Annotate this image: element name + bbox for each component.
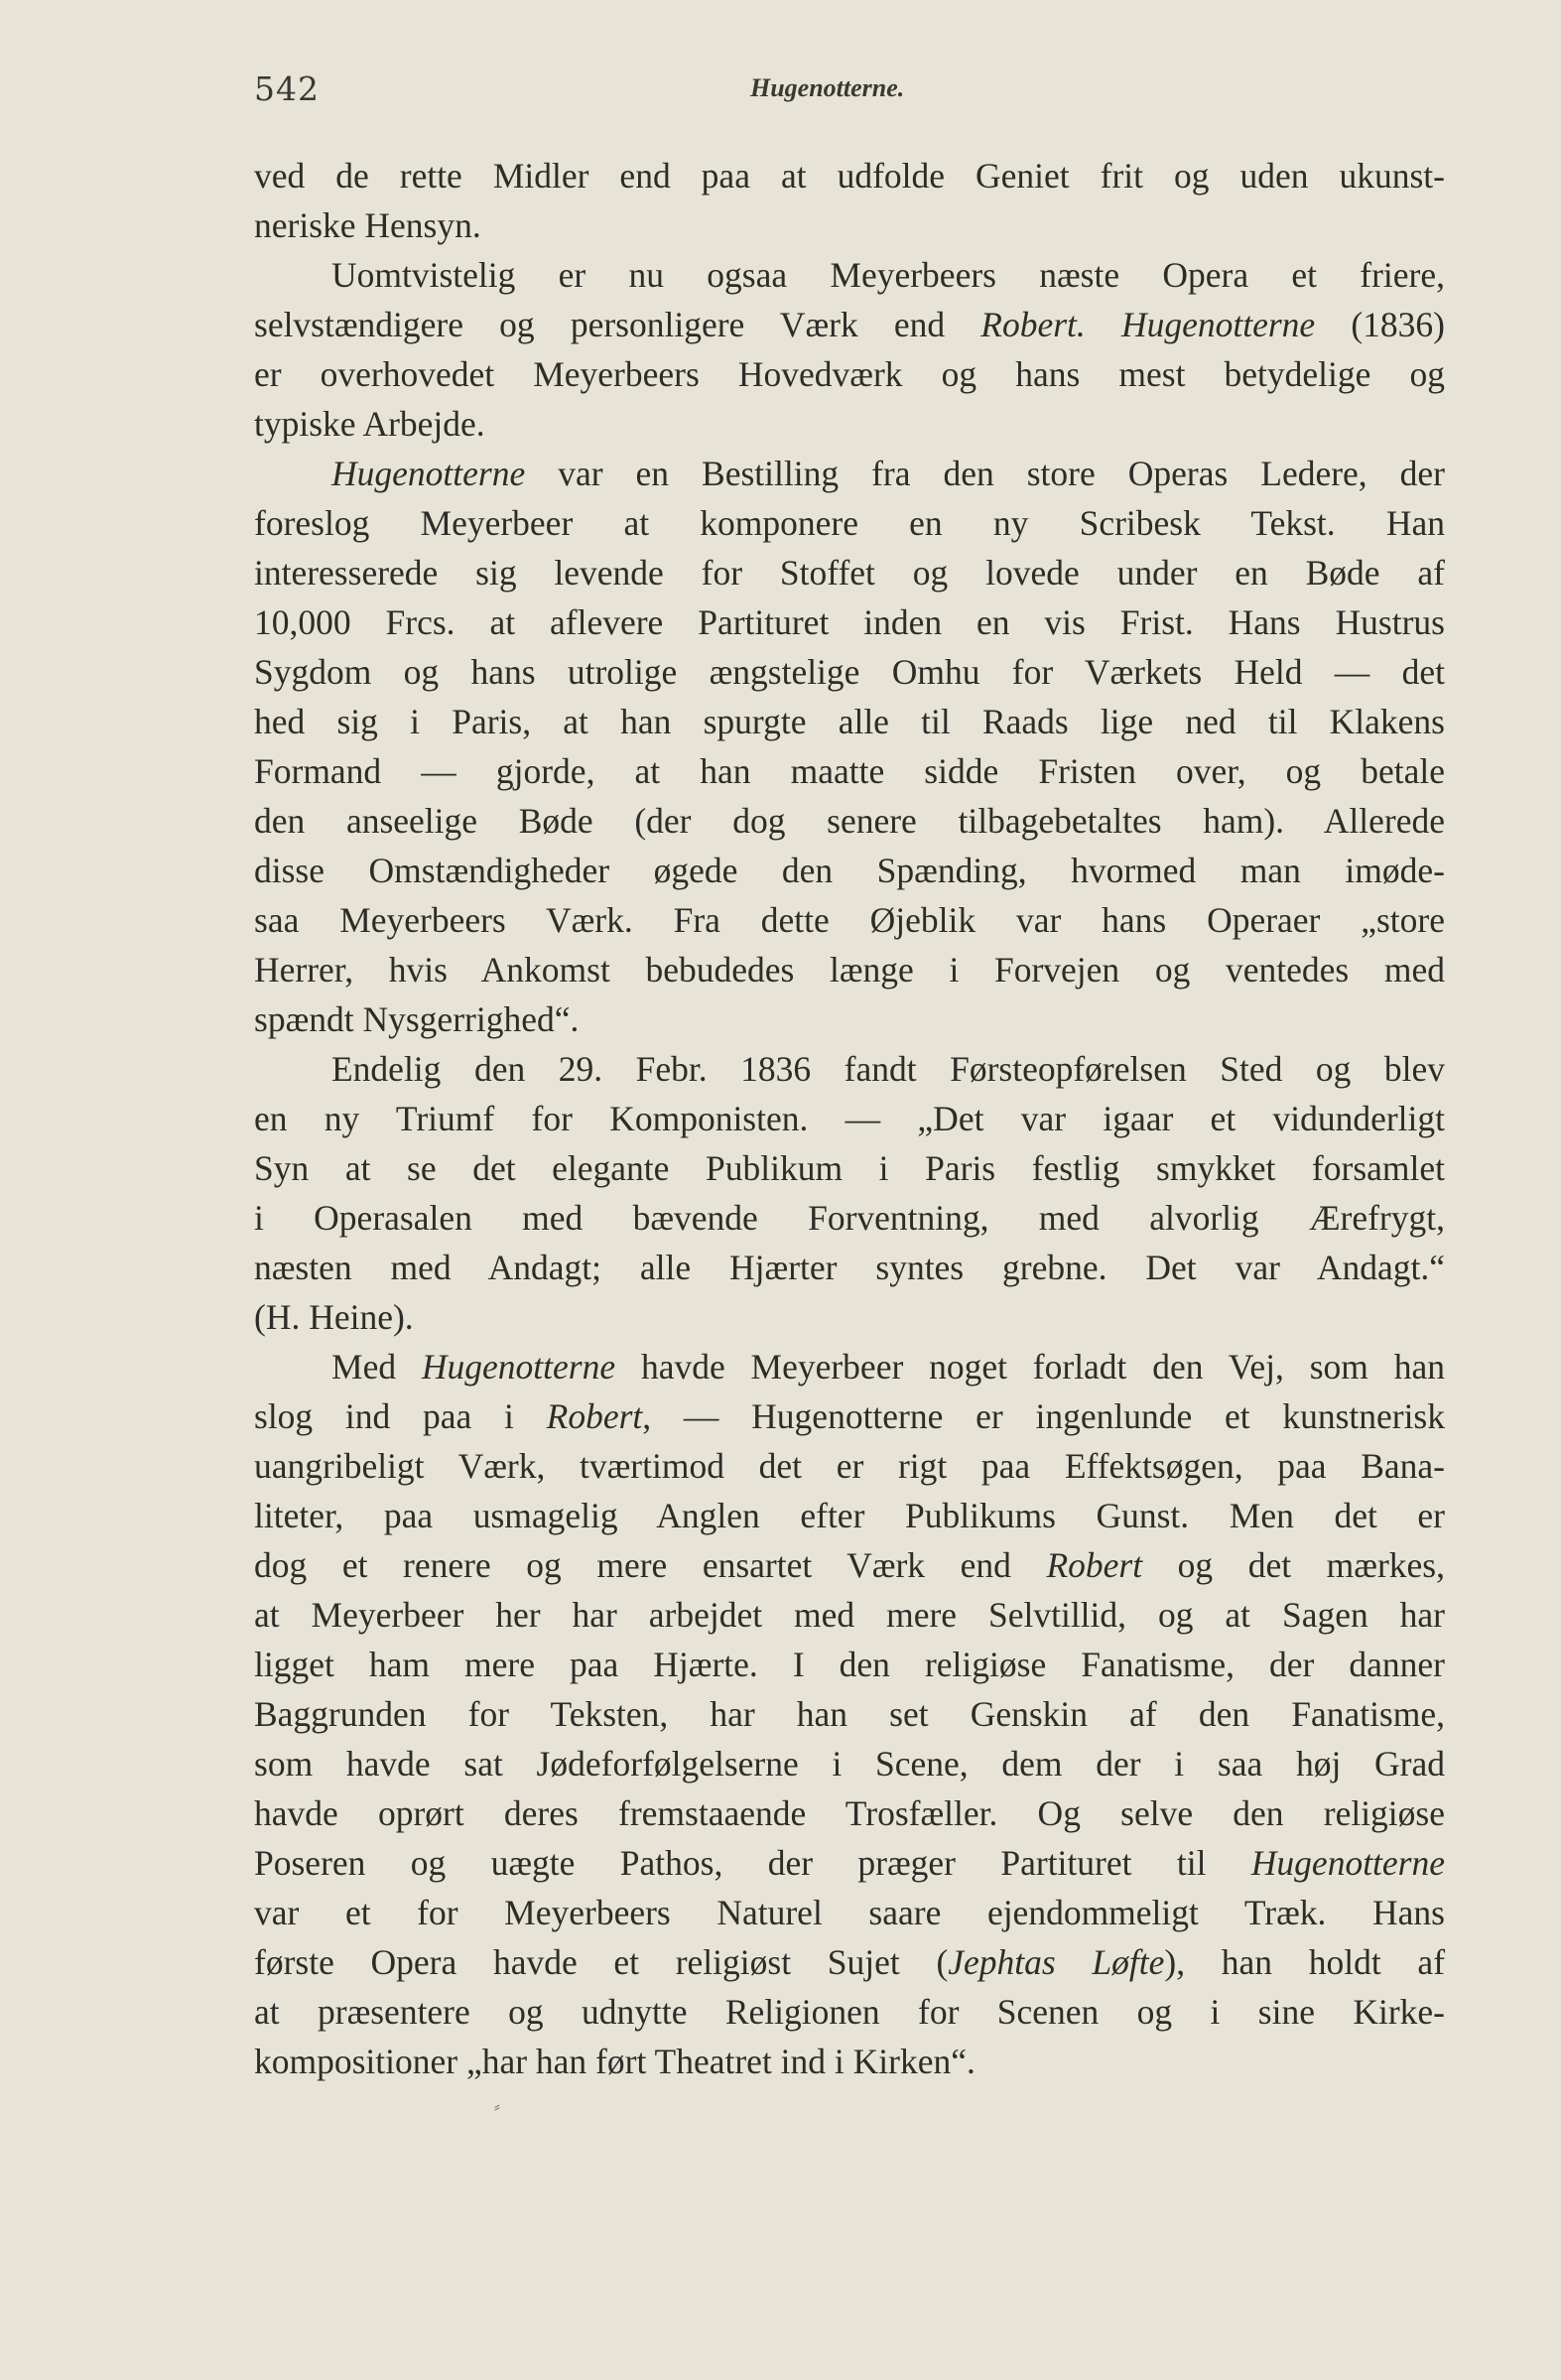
text-span: Sygdom og hans utrolige ængstelige Omhu for Værkets Held — det bbox=[254, 652, 1445, 692]
text-span: hed sig i Paris, at han spurgte alle til Raads lige ned til Klakens bbox=[254, 702, 1445, 741]
text-span: kompositioner „har han ført Theatret ind i Kirken“. bbox=[254, 2042, 976, 2081]
text-span: Herrer, hvis Ankomst bebudedes længe i Forvejen og ventedes med bbox=[254, 950, 1445, 990]
text-line bbox=[254, 1243, 1445, 1292]
italic-title: Hugenotterne bbox=[421, 1347, 616, 1387]
text-line bbox=[254, 746, 1445, 796]
text-line bbox=[254, 200, 1445, 250]
text-line bbox=[254, 1391, 1445, 1441]
text-line bbox=[254, 1193, 1445, 1243]
text-line bbox=[254, 250, 1445, 300]
text-span: ), han holdt af bbox=[1164, 1942, 1446, 1982]
text-line bbox=[254, 1888, 1445, 1937]
text-span: typiske Arbejde. bbox=[254, 404, 485, 444]
text-line bbox=[254, 846, 1445, 895]
text-line bbox=[254, 349, 1445, 399]
ink-mark: ⸗ bbox=[494, 2096, 500, 2117]
text-span: Med bbox=[331, 1347, 422, 1387]
text-span: selvstændigere og personligere Værk end bbox=[254, 305, 981, 344]
text-line bbox=[254, 1491, 1445, 1540]
text-span: som havde sat Jødeforfølgelserne i Scene, dem der i saa høj Grad bbox=[254, 1744, 1445, 1784]
text-span: den anseelige Bøde (der dog senere tilbagebetaltes ham). Allerede bbox=[254, 801, 1445, 841]
text-span: interesserede sig levende for Stoffet og lovede under en Bøde af bbox=[254, 553, 1445, 593]
text-span: foreslog Meyerbeer at komponere en ny Scribesk Tekst. Han bbox=[254, 503, 1445, 543]
text-span: ved de rette Midler end paa at udfolde Geniet frit og uden ukunst- bbox=[254, 156, 1445, 196]
text-span: liteter, paa usmagelig Anglen efter Publikums Gunst. Men det er bbox=[254, 1496, 1445, 1535]
text-span: Uomtvistelig er nu ogsaa Meyerbeers næste Opera et friere, bbox=[331, 255, 1445, 295]
text-span: neriske Hensyn. bbox=[254, 205, 481, 245]
italic-title: Hugenotterne bbox=[331, 454, 526, 493]
text-span: og det mærkes, bbox=[1142, 1545, 1445, 1585]
text-span bbox=[1086, 305, 1121, 344]
text-line bbox=[254, 151, 1445, 200]
text-line bbox=[254, 1739, 1445, 1788]
text-line bbox=[254, 548, 1445, 597]
text-line bbox=[254, 994, 1445, 1044]
text-span: Syn at se det elegante Publikum i Paris festlig smykket forsamlet bbox=[254, 1148, 1445, 1188]
text-span: var et for Meyerbeers Naturel saare ejendommeligt Træk. Hans bbox=[254, 1893, 1445, 1932]
text-line bbox=[254, 1292, 1445, 1342]
text-line bbox=[254, 945, 1445, 994]
text-line bbox=[254, 300, 1445, 349]
text-span: , — Hugenotterne er ingenlunde et kunstnerisk bbox=[642, 1396, 1445, 1436]
text-span: slog ind paa i bbox=[254, 1396, 547, 1436]
text-line bbox=[254, 1788, 1445, 1838]
text-span: næsten med Andagt; alle Hjærter syntes grebne. Det var Andagt.“ bbox=[254, 1248, 1445, 1287]
text-span: dog et renere og mere ensartet Værk end bbox=[254, 1545, 1047, 1585]
text-line bbox=[254, 796, 1445, 846]
text-line bbox=[254, 498, 1445, 548]
text-span: Endelig den 29. Febr. 1836 fandt Førsteopførelsen Sted og blev bbox=[331, 1049, 1445, 1089]
text-span: i Operasalen med bævende Forventning, med alvorlig Ærefrygt, bbox=[254, 1198, 1445, 1238]
text-line bbox=[254, 1937, 1445, 1987]
text-span: Baggrunden for Teksten, har han set Genskin af den Fanatisme, bbox=[254, 1694, 1445, 1734]
italic-title: Robert bbox=[1046, 1545, 1143, 1585]
text-line bbox=[254, 1590, 1445, 1640]
text-line bbox=[254, 597, 1445, 647]
text-span: ligget ham mere paa Hjærte. I den religiøse Fanatisme, der danner bbox=[254, 1645, 1445, 1684]
body-text bbox=[254, 151, 1445, 2086]
text-span: (1836) bbox=[1315, 305, 1445, 344]
text-span: disse Omstændigheder øgede den Spænding, hvormed man imøde- bbox=[254, 851, 1445, 890]
text-line bbox=[254, 895, 1445, 945]
text-span: 10,000 Frcs. at aflevere Partituret inden en vis Frist. Hans Hustrus bbox=[254, 602, 1445, 642]
text-line bbox=[254, 647, 1445, 697]
text-span: at Meyerbeer her har arbejdet med mere Selvtillid, og at Sagen har bbox=[254, 1595, 1445, 1635]
italic-title: Robert. bbox=[980, 305, 1086, 344]
text-line bbox=[254, 1143, 1445, 1193]
text-line bbox=[254, 1044, 1445, 1094]
text-span: havde oprørt deres fremstaaende Trosfæller. Og selve den religiøse bbox=[254, 1793, 1445, 1833]
text-line bbox=[254, 1689, 1445, 1739]
text-line bbox=[254, 449, 1445, 498]
italic-title: Hugenotterne bbox=[1250, 1843, 1445, 1883]
text-line bbox=[254, 697, 1445, 746]
text-line bbox=[254, 1441, 1445, 1491]
text-line bbox=[254, 1094, 1445, 1143]
running-title: Hugenotterne. bbox=[750, 73, 905, 102]
text-span: at præsentere og udnytte Religionen for Scenen og i sine Kirke- bbox=[254, 1992, 1445, 2032]
text-line bbox=[254, 1540, 1445, 1590]
text-line bbox=[254, 399, 1445, 449]
text-line bbox=[254, 1342, 1445, 1391]
italic-title: Robert bbox=[546, 1396, 643, 1436]
text-span: Formand — gjorde, at han maatte sidde Fristen over, og betale bbox=[254, 751, 1445, 791]
text-line bbox=[254, 1838, 1445, 1888]
text-line bbox=[254, 1640, 1445, 1689]
text-span: en ny Triumf for Komponisten. — „Det var igaar et vidunderligt bbox=[254, 1099, 1445, 1138]
text-span: første Opera havde et religiøst Sujet ( bbox=[254, 1942, 949, 1982]
text-span: spændt Nysgerrighed“. bbox=[254, 999, 580, 1039]
italic-title: Jephtas Løfte bbox=[948, 1942, 1165, 1982]
page-header bbox=[254, 69, 1445, 109]
text-span: er overhovedet Meyerbeers Hovedværk og hans mest betydelige og bbox=[254, 354, 1445, 394]
page-number: 542 bbox=[254, 69, 320, 108]
text-span: (H. Heine). bbox=[254, 1297, 414, 1337]
italic-title: Hugenotterne bbox=[1120, 305, 1316, 344]
text-line bbox=[254, 1987, 1445, 2037]
text-span: Poseren og uægte Pathos, der præger Partituret til bbox=[254, 1843, 1251, 1883]
text-span: uangribeligt Værk, tværtimod det er rigt paa Effektsøgen, paa Bana- bbox=[254, 1446, 1445, 1486]
text-line bbox=[254, 2037, 1445, 2086]
text-span: saa Meyerbeers Værk. Fra dette Øjeblik var hans Operaer „store bbox=[254, 900, 1445, 940]
text-span: var en Bestilling fra den store Operas Ledere, der bbox=[525, 454, 1445, 493]
text-span: havde Meyerbeer noget forladt den Vej, som han bbox=[615, 1347, 1445, 1387]
